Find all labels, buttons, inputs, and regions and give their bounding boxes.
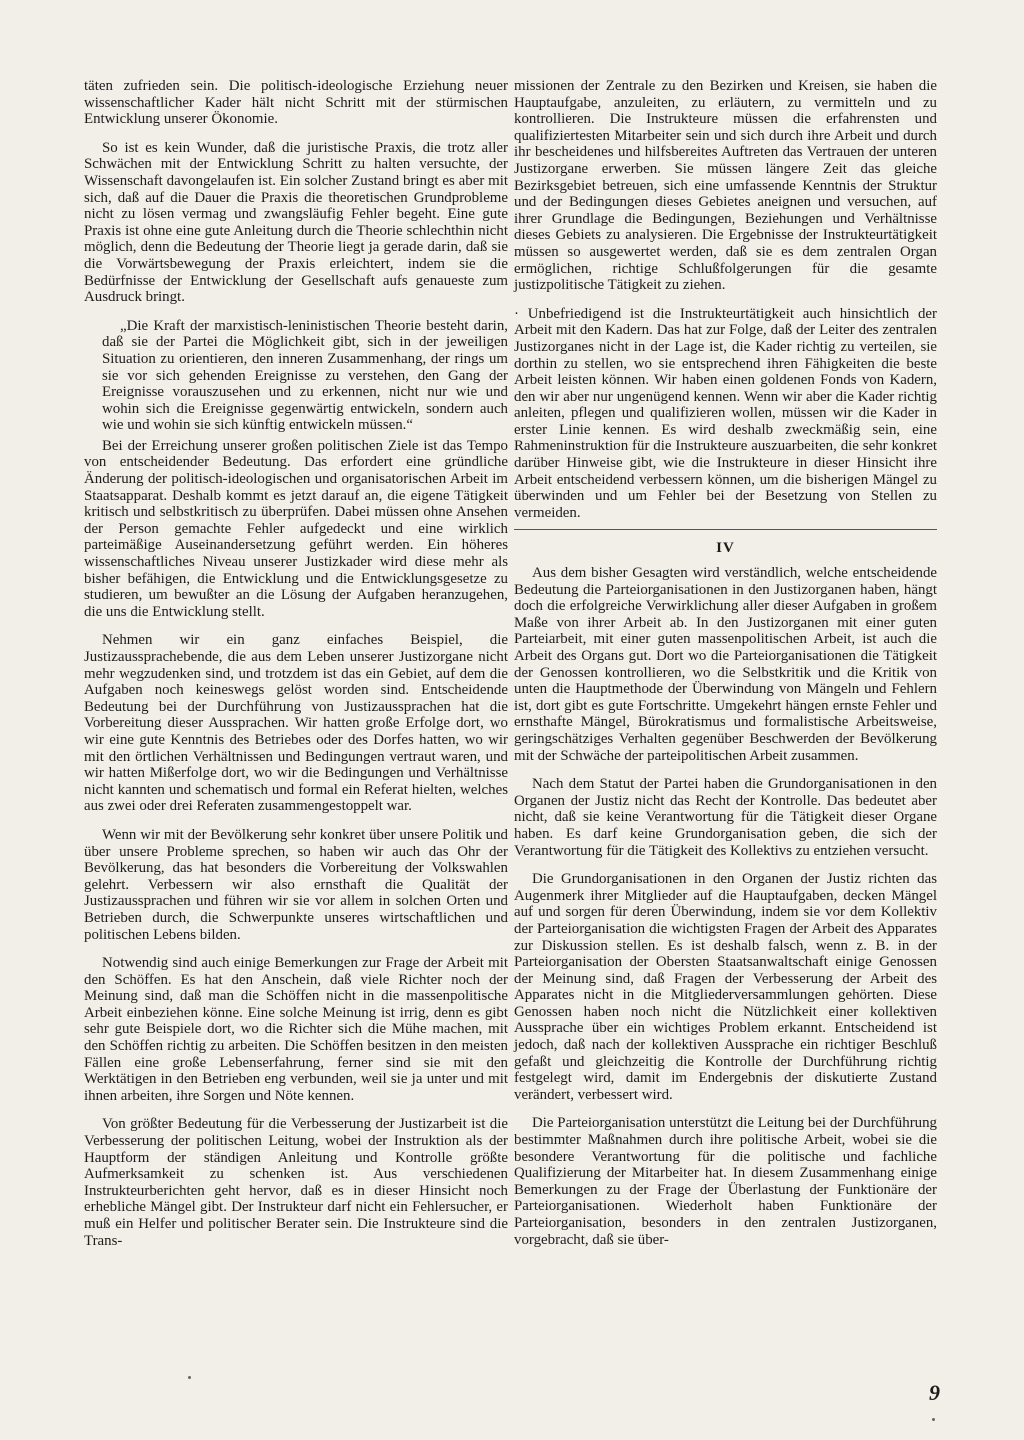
paragraph: täten zufrieden sein. Die politisch-ideologische Erziehung neuer wissenschaftlicher Kader hält nicht Schritt mit der stürmischen Entwicklung unserer Ökonomie. [84, 78, 508, 128]
right-column [514, 78, 937, 1248]
paragraph: Bei der Erreichung unserer großen politischen Ziele ist das Tempo von entscheidender Bedeutung. Das erfordert eine gründliche Änderung der politisch-ideologischen und organisatorischen Arbeit im Staatsapparat. Deshalb kommt es jetzt darauf an, die eigene Tätigkeit kritisch und selbstkritisch zu überprüfen. Dabei müssen ohne Ansehen der Person gemachte Fehler aufgedeckt und eine wirklich parteimäßige Auseinandersetzung geführt werden. Ein höheres wissenschaftliches Niveau unserer Justizkader wird diese mehr als bisher befähigen, die Entwicklung und die Entwicklungsgesetze zu studieren, um bewußter an die Lösung der Aufgaben heranzugehen, die uns die Entwicklung stellt. [84, 437, 508, 620]
left-column [84, 78, 508, 1249]
scan-speck [188, 1376, 191, 1379]
paragraph: missionen der Zentrale zu den Bezirken und Kreisen, sie haben die Hauptaufgabe, anzuleiten, zu erläutern, zu vermitteln und zu kontrollieren. Die Instrukteure müssen die erfahrensten und qualifiziertesten Mitarbeiter sein und sich durch ihre Arbeit und durch ihr bescheidenes und hilfsbereites Auftreten das Vertrauen der unteren Justizorgane erwerben. Sie müssen längere Zeit das gleiche Bezirksgebiet betreuen, sich eine umfassende Kenntnis der Struktur und der Bedingungen dieses Gebietes aneignen und versuchen, auf ihrer Grundlage die Bedingungen, Beziehungen und Verhältnisse dieses Gebiets zu analysieren. Die Ergebnisse der Instrukteurtätigkeit müssen so ausgewertet werden, daß sie es dem zentralen Organ ermöglichen, richtige Schlußfolgerungen für die gesamte justizpolitische Tätigkeit zu ziehen. [514, 78, 937, 294]
block-quote: „Die Kraft der marxistisch-leninistischen Theorie besteht darin, daß sie der Partei die Möglichkeit gibt, sich in der jeweiligen Situation zu orientieren, den inneren Zusammenhang, der rings um sie vor sich gehenden Ereignisse zu verstehen, den Gang der Ereignisse vorauszusehen und zu erkennen, nicht nur wie und wohin sich die Ereignisse gegenwärtig entwickeln, sondern auch wie und wohin sie sich künftig entwickeln müssen.“ [102, 317, 508, 434]
paragraph: · Unbefriedigend ist die Instrukteurtätigkeit auch hinsichtlich der Arbeit mit den Kadern. Das hat zur Folge, daß der Leiter des zentralen Justizorganes nicht in der Lage ist, die Kader richtig zu verteilen, sie dorthin zu stellen, wo sie entsprechend ihren Fähigkeiten die beste Arbeit leisten können. Wir haben einen goldenen Fonds von Kadern, den wir aber nur ungenügend kennen. Wenn wir aber die Kader richtig anleiten, pflegen und qualifizieren wollen, müssen wir die Kader in erster Linie kennen. Es wird deshalb zweckmäßig sein, eine Rahmeninstruktion für die Instrukteure auszuarbeiten, die sehr konkret darüber Hinweise gibt, wie die Instrukteure in dieser Hinsicht ihre Arbeit entscheidend verbessern können, um die bisherigen Mängel zu überwinden und um Fehler bei der Besetzung von Stellen zu vermeiden. [514, 305, 937, 521]
paragraph: So ist es kein Wunder, daß die juristische Praxis, die trotz aller Schwächen mit der Entwicklung Schritt zu halten versuchte, der Wissenschaft davongelaufen ist. Ein solcher Zustand bringt es aber mit sich, daß auf die Dauer die Praxis die theoretischen Grundprobleme nicht zu lösen vermag und zwangsläufig Fehler begeht. Eine gute Praxis ist ohne eine gute Anleitung durch die Theorie schlechthin nicht möglich, denn die Bedeutung der Theorie liegt ja gerade darin, daß sie die Vorwärtsbewegung der Praxis erleichtert, indem sie die Bedürfnisse der Entwicklung der Gesellschaft aufs genaueste zum Ausdruck bringt. [84, 139, 508, 306]
paragraph: Die Grundorganisationen in den Organen der Justiz richten das Augenmerk ihrer Mitglieder auf die Hauptaufgaben, decken Mängel auf und sorgen für deren Überwindung, indem sie vor dem Kollektiv der Parteiorganisation die wichtigsten Fragen der Arbeit des Apparates zur Diskussion stellen. Es ist deshalb falsch, wenn z. B. in der Parteiorganisation der Obersten Staatsanwaltschaft einige Genossen der Meinung sind, daß Fragen der Verbesserung der Arbeit des Apparates nicht in die Mitgliederversammlungen gehörten. Diese Genossen haben noch nicht die Nützlichkeit einer kollektiven Aussprache über ein wichtiges Problem erkannt. Entscheidend ist jedoch, daß nach der kollektiven Aussprache ein richtiger Beschluß gefaßt und gleichzeitig die Kontrolle der Durchführung richtig festgelegt wird, damit im Endergebnis der diskutierte Zustand verändert, verbessert wird. [514, 871, 937, 1103]
paragraph: Wenn wir mit der Bevölkerung sehr konkret über unsere Politik und über unsere Probleme sprechen, so haben wir auch das Ohr der Bevölkerung, das hat besonders die Vorbereitung der Volkswahlen gelehrt. Verbessern wir also ernsthaft die Qualität der Justizaussprachen und führen wir sie vor allem in solchen Orten und Betrieben durch, die Schwerpunkte unseres wirtschaftlichen und politischen Lebens bilden. [84, 826, 508, 943]
section-divider [514, 529, 937, 530]
paragraph: Von größter Bedeutung für die Verbesserung der Justizarbeit ist die Verbesserung der politischen Leitung, wobei der Instruktion als der Hauptform der ständigen Anleitung und Kontrolle größte Aufmerksamkeit zu schenken ist. Aus verschiedenen Instrukteurberichten geht hervor, daß es in dieser Hinsicht noch erhebliche Mängel gibt. Der Instrukteur darf nicht ein Fehlersucher, er muß ein Helfer und politischer Berater sein. Die Instrukteure sind die Trans- [84, 1116, 508, 1249]
scan-speck [932, 1418, 935, 1421]
page-number: 9 [929, 1380, 940, 1405]
paragraph: Notwendig sind auch einige Bemerkungen zur Frage der Arbeit mit den Schöffen. Es hat den Anschein, daß viele Richter noch der Meinung sind, daß man die Schöffen nicht in die massenpolitische Arbeit einbeziehen könne. Eine solche Meinung ist irrig, denn es gibt sehr gute Beispiele dort, wo die Richter sich die Mühe machen, mit den Schöffen richtig zu arbeiten. Die Schöffen besitzen in den meisten Fällen eine große Lebenserfahrung, ferner sind sie mit den Werktätigen in den Betrieben eng verbunden, weil sie ja unter und mit ihnen arbeiten, ihre Sorgen und Nöte kennen. [84, 955, 508, 1104]
paragraph: Aus dem bisher Gesagten wird verständlich, welche entscheidende Bedeutung die Parteiorganisationen in den Justizorganen haben, hängt doch die erfolgreiche Verwirklichung aller dieser Aufgaben in großem Maße von ihrer Arbeit ab. In den Justizorganen mit einer guten Parteiarbeit, mit einer guten massenpolitischen Arbeit, ist auch die Arbeit des Organs gut. Dort wo die Parteiorganisationen die Tätigkeit der Genossen kontrollieren, wo die Selbstkritik und die Kritik von unten die Hauptmethode der Überwindung von Mängeln und Fehlern ist, dort gibt es gute Fortschritte. Umgekehrt hängen ernste Fehler und ernsthafte Mängel, Bürokratismus und formalistische Arbeitsweise, geringschätziges Verhalten gegenüber Beschwerden der Bevölkerung mit der Schwäche der parteipolitischen Arbeit zusammen. [514, 565, 937, 764]
paragraph: Nach dem Statut der Partei haben die Grundorganisationen in den Organen der Justiz nicht das Recht der Kontrolle. Das bedeutet aber nicht, daß sie keine Verantwortung für die Tätigkeit dieser Organe haben. Es darf keine Grundorganisation geben, die sich der Verantwortung für die Tätigkeit des Kollektivs zu entziehen versucht. [514, 776, 937, 859]
paragraph: Die Parteiorganisation unterstützt die Leitung bei der Durchführung bestimmter Maßnahmen durch ihre politische Arbeit, wobei sie die besondere Verantwortung für die politische und fachliche Qualifizierung der Mitarbeiter hat. In diesem Zusammenhang einige Bemerkungen zu der Frage der Überlastung der Funktionäre der Parteiorganisationen. Wiederholt haben Funktionäre der Parteiorganisation, besonders in den zentralen Justizorganen, vorgebracht, daß sie über- [514, 1115, 937, 1248]
paragraph: Nehmen wir ein ganz einfaches Beispiel, die Justizaussprachebende, die aus dem Leben unserer Justizorgane nicht mehr wegzudenken sind, und trotzdem ist das ein Gebiet, auf dem die Aufgaben noch keineswegs gelöst worden sind. Entscheidende Bedeutung bei der Durchführung von Justizaussprachen hat die Vorbereitung dieser Aussprachen. Wir hatten große Erfolge dort, wo wir eine gute Kenntnis des Betriebes oder des Dorfes hatten, wo wir mit den örtlichen Verhältnissen und Bedingungen vertraut waren, und wir hatten Mißerfolge dort, wo wir die Bedingungen und Verhältnisse nicht kannten und schematisch und formal ein Referat hielten, welches aus zwei oder drei Referaten zusammengestoppelt war. [84, 632, 508, 815]
section-heading: IV [716, 540, 735, 557]
